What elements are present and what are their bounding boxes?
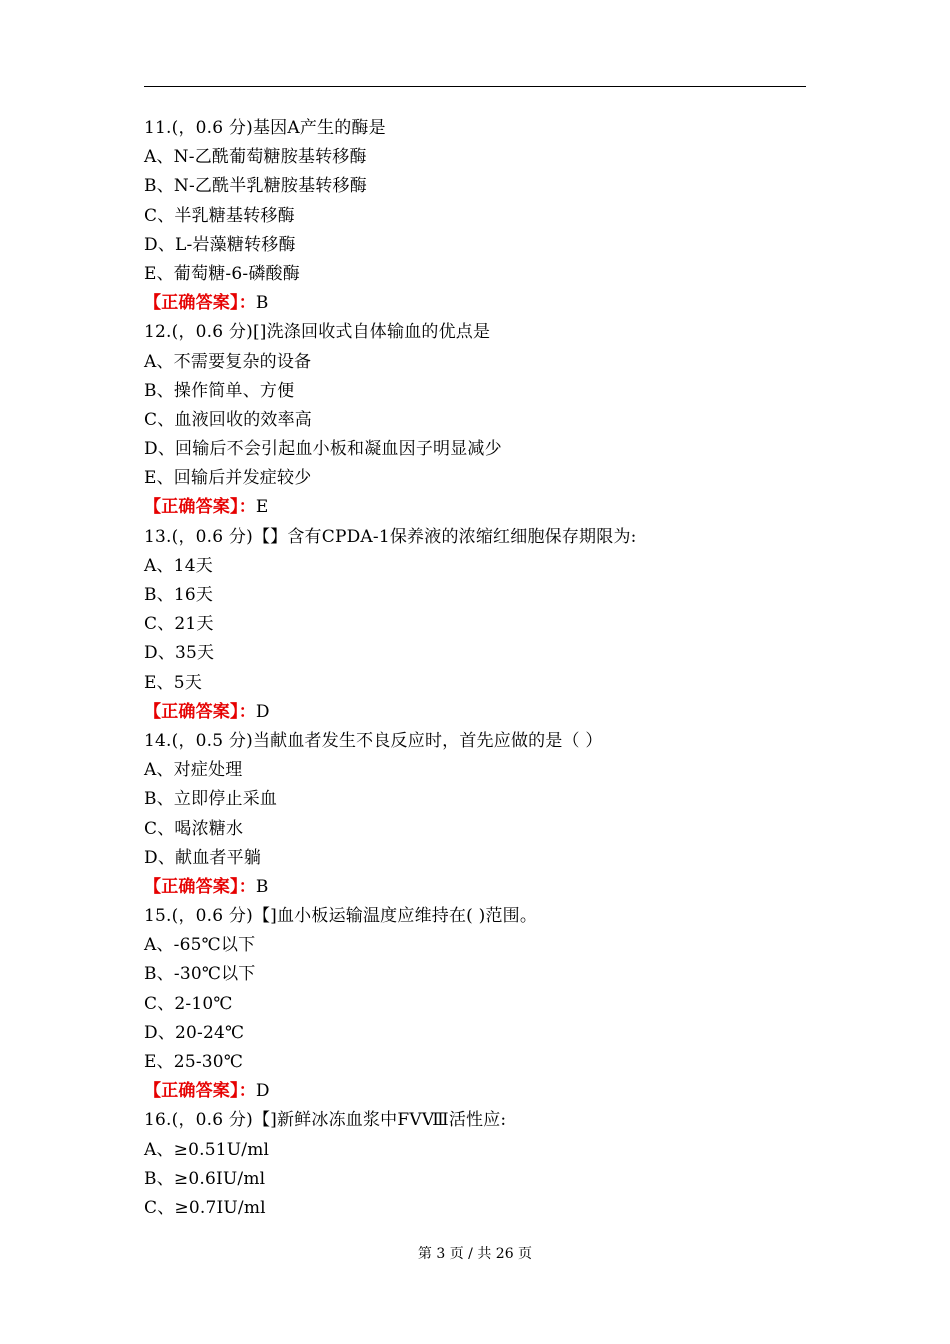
question-stem: 11.(，0.6 分)基因A产生的酶是 bbox=[144, 118, 386, 138]
correct-answer-label: 【正确答案】： bbox=[144, 293, 256, 314]
option: E、5天 bbox=[144, 672, 203, 693]
correct-answer-value: E bbox=[255, 497, 269, 518]
option: A、-65℃以下 bbox=[144, 935, 256, 956]
option: D、献血者平躺 bbox=[144, 847, 262, 868]
option: D、回输后不会引起血小板和凝血因子明显减少 bbox=[144, 439, 502, 460]
question-list bbox=[144, 114, 824, 1223]
option: A、不需要复杂的设备 bbox=[144, 351, 312, 372]
correct-answer-value: B bbox=[255, 293, 269, 314]
header-rule bbox=[144, 86, 806, 87]
option: B、N-乙酰半乳糖胺基转移酶 bbox=[144, 176, 367, 197]
option: E、葡萄糖-6-磷酸酶 bbox=[144, 263, 300, 284]
correct-answer-value: B bbox=[255, 876, 269, 897]
option: D、35天 bbox=[144, 643, 215, 664]
page-footer: 第 3 页 / 共 26 页 bbox=[417, 1246, 533, 1262]
option: C、2-10℃ bbox=[144, 993, 233, 1014]
option: A、对症处理 bbox=[144, 760, 243, 781]
question-stem: 14.(，0.5 分)当献血者发生不良反应时，首先应做的是（ ） bbox=[144, 730, 603, 751]
correct-answer bbox=[144, 493, 824, 522]
option: A、N-乙酰葡萄糖胺基转移酶 bbox=[144, 147, 367, 168]
option: B、操作简单、方便 bbox=[144, 380, 295, 401]
option: B、≥0.6IU/ml bbox=[144, 1168, 266, 1189]
option: E、回输后并发症较少 bbox=[144, 468, 312, 489]
question-stem: 15.(，0.6 分)【]血小板运输温度应维持在( )范围。 bbox=[144, 906, 538, 927]
option: A、≥0.51U/ml bbox=[144, 1139, 270, 1160]
question-stem: 12.(，0.6 分)[]洗涤回收式自体输血的优点是 bbox=[144, 322, 491, 343]
option: B、16天 bbox=[144, 585, 214, 605]
option: C、≥0.7IU/ml bbox=[144, 1197, 266, 1218]
option: B、-30℃以下 bbox=[144, 964, 256, 985]
correct-answer-label: 【正确答案】： bbox=[144, 701, 256, 722]
option: C、喝浓糖水 bbox=[144, 818, 244, 839]
correct-answer bbox=[144, 873, 824, 902]
option: D、L-岩藻糖转移酶 bbox=[144, 234, 296, 255]
correct-answer-value: D bbox=[255, 701, 270, 722]
question-stem: 16.(，0.6 分)【]新鲜冰冻血浆中FVⅧ活性应: bbox=[144, 1110, 507, 1131]
correct-answer bbox=[144, 289, 824, 318]
option: C、21天 bbox=[144, 614, 214, 635]
correct-answer-label: 【正确答案】： bbox=[144, 497, 256, 518]
correct-answer-value: D bbox=[255, 1081, 270, 1102]
option: A、14天 bbox=[144, 555, 213, 576]
correct-answer-label: 【正确答案】： bbox=[144, 876, 256, 897]
correct-answer bbox=[144, 698, 824, 727]
option: C、半乳糖基转移酶 bbox=[144, 205, 295, 226]
question-stem: 13.(，0.6 分)【】含有CPDA-1保养液的浓缩红细胞保存期限为: bbox=[144, 526, 637, 547]
option: C、血液回收的效率高 bbox=[144, 409, 313, 430]
option: B、立即停止采血 bbox=[144, 789, 278, 810]
option: E、25-30℃ bbox=[144, 1052, 244, 1072]
option: D、20-24℃ bbox=[144, 1022, 245, 1043]
correct-answer-label: 【正确答案】： bbox=[144, 1081, 256, 1102]
correct-answer bbox=[144, 1077, 824, 1106]
